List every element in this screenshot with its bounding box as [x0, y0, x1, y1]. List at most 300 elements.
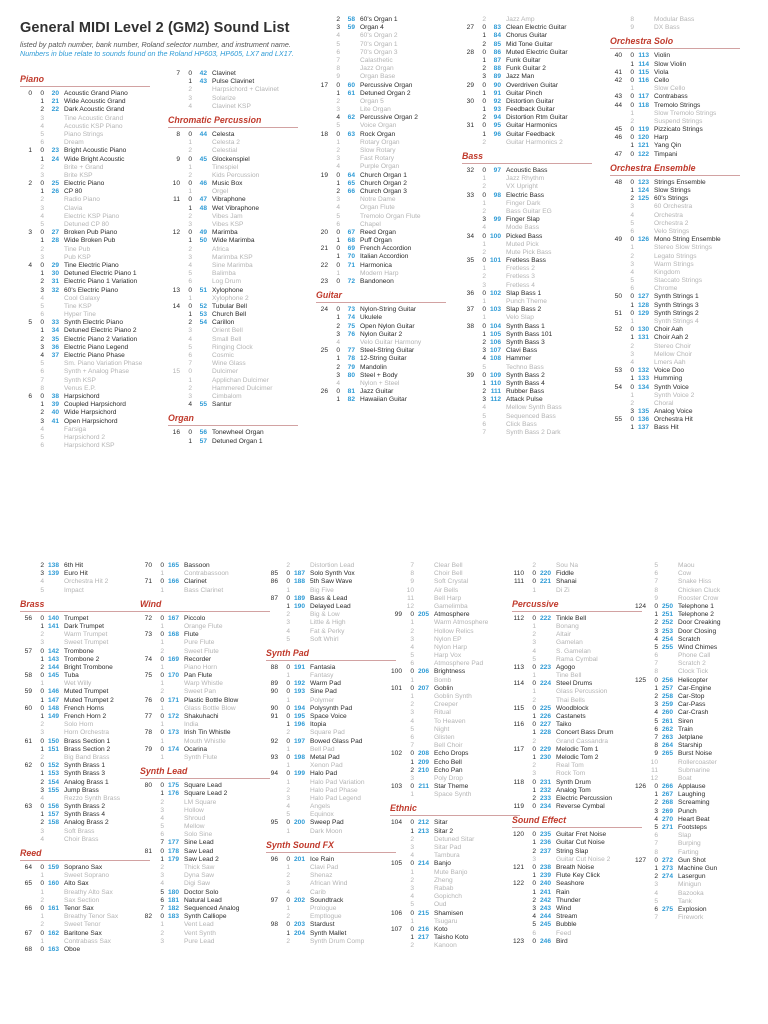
instrument-name: Burst Noise — [678, 750, 713, 758]
bank-number: 7 — [410, 742, 414, 750]
bank-number: 8 — [410, 570, 414, 578]
instrument-name: Telephone 2 — [678, 611, 714, 619]
instrument-name: Orchestra 2 — [654, 219, 689, 227]
list-item — [266, 930, 396, 938]
bank-number: 5 — [336, 40, 340, 48]
list-item — [610, 93, 740, 101]
list-item — [462, 183, 592, 191]
instrument-name: 60 Orchestra — [654, 203, 693, 211]
patch-number: 56 — [24, 614, 32, 622]
instrument-name: Vibes Jam — [212, 212, 243, 220]
instrument-name: Big Band Brass — [64, 753, 110, 761]
bank-number: 4 — [40, 294, 44, 302]
list-item — [610, 24, 740, 32]
selector-number: 245 — [539, 921, 551, 929]
instrument-name: Balimba — [212, 270, 236, 278]
selector-number: 68 — [347, 237, 355, 245]
patch-number: 90 — [270, 704, 278, 712]
list-item — [316, 380, 446, 388]
bank-number: 1 — [160, 737, 164, 745]
list-item — [140, 615, 270, 623]
bank-number: 1 — [286, 778, 290, 786]
list-item — [512, 615, 642, 623]
bank-number: 3 — [630, 408, 634, 416]
list-item — [20, 139, 150, 147]
instrument-name: Cosmic — [212, 352, 234, 359]
bank-number: 1 — [160, 622, 164, 630]
patch-number: 3 — [28, 229, 32, 237]
bank-number: 10 — [406, 586, 414, 594]
selector-number: 43 — [199, 78, 207, 86]
instrument-name: Modular Bass — [654, 16, 695, 23]
selector-number: 204 — [293, 929, 305, 937]
bank-number: 7 — [654, 578, 658, 586]
list-item — [20, 713, 150, 721]
list-item — [20, 327, 150, 335]
instrument-name: Rollercoaster — [678, 758, 717, 766]
instrument-name: Tank — [678, 897, 692, 905]
selector-number: 144 — [47, 663, 59, 671]
instrument-name: Orient Bell — [212, 327, 243, 335]
bank-number: 5 — [40, 130, 44, 138]
list-item — [634, 693, 764, 701]
selector-number: 255 — [661, 643, 673, 651]
patch-number: 24 — [320, 306, 328, 314]
bank-number: 0 — [482, 191, 486, 199]
instrument-name: Church Organ 3 — [360, 187, 407, 195]
bank-number: 1 — [482, 314, 486, 322]
bank-number: 4 — [188, 401, 192, 409]
bank-number: 0 — [160, 578, 164, 586]
bank-number: 9 — [336, 73, 340, 81]
bank-number: 0 — [532, 864, 536, 871]
bank-number: 5 — [410, 901, 414, 909]
list-item — [390, 677, 520, 685]
bank-number: 1 — [286, 904, 290, 912]
patch-number: 17 — [320, 81, 328, 89]
bank-number: 2 — [40, 631, 44, 639]
selector-number: 32 — [51, 286, 59, 294]
instrument-name: Rain — [556, 888, 570, 896]
instrument-name: Machine Gun — [678, 864, 718, 872]
bank-number: 2 — [410, 835, 414, 843]
selector-number: 50 — [199, 237, 207, 245]
selector-number: 94 — [493, 114, 501, 122]
instrument-name: Legato Strings — [654, 252, 697, 260]
bank-number: 0 — [336, 261, 340, 269]
bank-number: 0 — [40, 864, 44, 871]
instrument-name: 60's Organ 2 — [360, 32, 398, 40]
instrument-name: Brass Section 1 — [64, 737, 111, 745]
selector-number: 151 — [47, 745, 59, 753]
list-item — [512, 905, 642, 913]
instrument-name: Warp Whistle — [184, 680, 223, 688]
selector-number: 242 — [539, 896, 551, 904]
selector-number: 108 — [489, 355, 501, 363]
list-item — [20, 164, 150, 172]
bank-number: 0 — [532, 578, 536, 586]
instrument-name: Delayed Lead — [310, 602, 351, 610]
selector-number: 93 — [493, 106, 501, 114]
list-item — [512, 803, 642, 811]
bank-number: 1 — [630, 187, 634, 194]
instrument-name: Synth Strings 1 — [654, 293, 699, 301]
section-heading: Wind — [140, 595, 270, 612]
instrument-name: Punch Theme — [506, 298, 547, 305]
bank-number: 0 — [160, 847, 164, 855]
list-item — [462, 241, 592, 249]
selector-number: 100 — [489, 232, 501, 240]
selector-number: 209 — [417, 758, 429, 766]
bank-number: 0 — [630, 76, 634, 84]
list-item — [20, 336, 150, 344]
selector-number: 26 — [51, 188, 59, 196]
bank-number: 0 — [630, 383, 634, 391]
bank-number: 0 — [532, 704, 536, 712]
list-item — [316, 253, 446, 261]
selector-number: 157 — [47, 811, 59, 819]
bank-number: 1 — [532, 713, 536, 720]
selector-number: 105 — [489, 330, 501, 338]
patch-number: 34 — [466, 232, 474, 240]
instrument-name: 6th Hit — [64, 562, 84, 569]
instrument-name: Wide Acoustic Grand — [64, 98, 126, 106]
list-item — [512, 721, 642, 729]
bank-number: 5 — [40, 221, 44, 228]
list-item — [634, 578, 764, 586]
instrument-name: Warm Strings — [654, 260, 694, 268]
bank-number: 0 — [188, 196, 192, 204]
selector-number: 207 — [417, 684, 429, 692]
list-item — [634, 865, 764, 873]
bank-number: 0 — [482, 232, 486, 240]
bank-number: 3 — [532, 639, 536, 647]
list-item — [634, 881, 764, 889]
instrument-name: Synth Bass 101 — [506, 330, 553, 338]
instrument-name: Detuned Sitar — [434, 835, 475, 843]
instrument-name: Chapel — [360, 220, 381, 228]
list-item — [512, 738, 642, 746]
list-item — [20, 921, 150, 929]
list-item — [634, 898, 764, 906]
list-item — [20, 196, 150, 204]
bank-number: 0 — [160, 913, 164, 921]
instrument-name: Chicken Cluck — [678, 586, 721, 594]
instrument-name: Thick Saw — [184, 864, 215, 871]
bank-number: 5 — [482, 363, 486, 371]
selector-number: 99 — [493, 216, 501, 224]
instrument-name: Velo Guitar Harmony — [360, 338, 422, 346]
list-item — [512, 623, 642, 631]
instrument-name: Seashore — [556, 880, 585, 888]
instrument-name: Mellow Choir — [654, 350, 693, 358]
selector-number: 149 — [47, 713, 59, 720]
instrument-name: Slap Bass 2 — [506, 306, 542, 314]
bank-number: 1 — [532, 622, 536, 630]
list-item — [462, 265, 592, 273]
instrument-name: Punch — [678, 807, 697, 815]
patch-number: 41 — [614, 68, 622, 76]
list-item — [316, 323, 446, 331]
page-title: General MIDI Level 2 (GM2) Sound List — [20, 20, 290, 36]
instrument-name: Gamelan — [556, 639, 583, 647]
list-column — [462, 16, 592, 437]
selector-number: 169 — [167, 655, 179, 663]
list-item — [266, 721, 396, 729]
instrument-name: Soft Crystal — [434, 578, 469, 586]
list-item — [610, 400, 740, 408]
list-item — [512, 770, 642, 778]
list-item — [316, 204, 446, 212]
selector-number: 216 — [417, 925, 429, 933]
bank-number: 8 — [654, 848, 658, 856]
bank-number: 1 — [482, 89, 486, 97]
list-item — [140, 864, 270, 872]
instrument-name: Taiko — [556, 721, 572, 729]
bank-number: 3 — [482, 73, 486, 81]
patch-number: 0 — [28, 90, 32, 97]
bank-number: 2 — [40, 163, 44, 171]
bank-number: 1 — [188, 437, 192, 445]
instrument-name: Ice Rain — [310, 855, 335, 863]
instrument-name: Agogo — [556, 663, 576, 671]
list-item — [168, 368, 298, 376]
bank-number: 0 — [654, 676, 658, 684]
list-item — [634, 849, 764, 857]
instrument-name: Synth Flute — [184, 753, 218, 761]
bank-number: 0 — [40, 147, 44, 155]
bank-number: 5 — [654, 824, 658, 831]
instrument-name: Night — [434, 725, 450, 733]
selector-number: 107 — [489, 347, 501, 355]
selector-number: 188 — [293, 578, 305, 586]
instrument-name: Muted Pick — [506, 240, 539, 248]
patch-number: 32 — [466, 167, 474, 174]
list-item — [462, 82, 592, 90]
list-item — [634, 799, 764, 807]
patch-number: 57 — [24, 647, 32, 655]
instrument-name: Bonang — [556, 622, 579, 630]
selector-number: 53 — [199, 311, 207, 319]
selector-number: 182 — [167, 904, 179, 912]
instrument-name: Organ Base — [360, 73, 396, 81]
section-heading: Guitar — [316, 286, 446, 303]
bank-number: 1 — [630, 391, 634, 399]
instrument-name: Funk Guitar — [506, 56, 541, 64]
instrument-name: Modern Harp — [360, 269, 399, 277]
selector-number: 190 — [293, 602, 305, 610]
list-item — [512, 705, 642, 713]
list-item — [140, 889, 270, 897]
selector-number: 119 — [638, 126, 649, 134]
bank-number: 4 — [40, 425, 44, 433]
instrument-name: Music Box — [212, 180, 243, 188]
list-item — [20, 442, 150, 450]
bank-number: 1 — [630, 109, 634, 117]
selector-number: 192 — [293, 680, 305, 688]
instrument-name: Big & Low — [310, 611, 340, 619]
list-item — [266, 611, 396, 619]
instrument-name: Clear Bell — [434, 562, 463, 569]
bank-number: 0 — [410, 668, 414, 676]
list-item — [140, 848, 270, 856]
bank-number: 0 — [188, 229, 192, 237]
bank-number: 7 — [40, 376, 44, 384]
list-item — [20, 278, 150, 286]
bank-number: 4 — [630, 268, 634, 276]
instrument-name: Gamelimba — [434, 602, 468, 610]
bank-number: 4 — [482, 404, 486, 412]
instrument-name: Sweet Flute — [184, 647, 219, 655]
instrument-name: Applause — [678, 783, 706, 791]
list-item — [140, 856, 270, 864]
bank-number: 4 — [160, 814, 164, 822]
list-item — [512, 729, 642, 737]
bank-number: 1 — [286, 586, 290, 594]
instrument-name: Timpani — [654, 150, 678, 158]
list-item — [462, 98, 592, 106]
patch-number: 97 — [270, 896, 278, 904]
selector-number: 66 — [347, 187, 355, 195]
instrument-name: Jazz Amp — [506, 16, 535, 23]
bank-number: 0 — [286, 578, 290, 586]
selector-number: 205 — [417, 611, 429, 619]
bank-number: 3 — [160, 937, 164, 945]
bank-number: 2 — [160, 798, 164, 806]
bank-number: 1 — [654, 791, 658, 799]
bank-number: 3 — [188, 253, 192, 261]
selector-number: 59 — [347, 24, 355, 32]
instrument-name: Wind Chimes — [678, 643, 718, 651]
bank-number: 6 — [40, 139, 44, 147]
bank-number: 4 — [532, 647, 536, 655]
bank-number: 9 — [654, 594, 658, 602]
bank-number: 0 — [286, 713, 290, 720]
list-item — [634, 701, 764, 709]
instrument-name: Soft Whirl — [310, 635, 339, 643]
list-item — [462, 413, 592, 421]
list-item — [20, 147, 150, 155]
bank-number: 1 — [532, 753, 536, 761]
bank-number: 1 — [410, 934, 414, 942]
bank-number: 4 — [40, 352, 44, 359]
patch-number: 66 — [24, 904, 32, 912]
selector-number: 246 — [539, 937, 551, 945]
instrument-name: Sou Na — [556, 562, 578, 569]
patch-number: 120 — [512, 831, 524, 839]
instrument-name: Echo Drops — [434, 750, 469, 758]
bank-number: 1 — [40, 872, 44, 880]
instrument-name: Hammered Dulcimer — [212, 384, 273, 392]
instrument-name: Breathy Tenor Sax — [64, 913, 119, 921]
instrument-name: Feed — [556, 929, 572, 937]
instrument-name: Feedback Guitar — [506, 106, 555, 114]
list-item — [462, 249, 592, 257]
patch-number: 63 — [24, 803, 32, 811]
list-column — [168, 70, 298, 446]
patch-number: 2 — [28, 180, 32, 188]
selector-number: 174 — [167, 745, 179, 753]
selector-number: 239 — [539, 872, 551, 880]
list-item — [266, 913, 396, 921]
selector-number: 261 — [661, 717, 673, 725]
list-item — [20, 880, 150, 888]
list-item — [462, 32, 592, 40]
instrument-name: Sequenced Bass — [506, 412, 556, 420]
instrument-name: Dream — [64, 139, 84, 147]
patch-number: 10 — [172, 180, 180, 188]
selector-number: 29 — [51, 261, 59, 269]
list-item — [634, 816, 764, 824]
bank-number: 0 — [188, 429, 192, 437]
bank-number: 2 — [482, 40, 486, 48]
instrument-name: Pure Flute — [184, 639, 215, 647]
selector-number: 104 — [489, 322, 501, 330]
bank-number: 1 — [286, 602, 290, 610]
instrument-name: Staccato Strings — [654, 277, 703, 285]
instrument-name: Harpsichord KSP — [64, 442, 115, 450]
list-item — [140, 921, 270, 929]
list-item — [168, 172, 298, 180]
bank-number: 5 — [654, 643, 658, 651]
selector-number: 65 — [347, 179, 355, 187]
bank-number: 6 — [654, 905, 658, 913]
bank-number: 3 — [336, 371, 340, 379]
patch-number: 62 — [24, 762, 32, 770]
bank-number: 2 — [336, 363, 340, 371]
selector-number: 236 — [539, 839, 551, 847]
instrument-name: Metal Pad — [310, 753, 340, 761]
bank-number: 1 — [336, 355, 340, 363]
list-item — [610, 52, 740, 60]
selector-number: 241 — [539, 888, 551, 896]
bank-number: 1 — [286, 864, 290, 871]
list-item — [390, 619, 520, 627]
list-item — [266, 664, 396, 672]
instrument-name: Piano Strings — [64, 130, 104, 138]
list-item — [20, 721, 150, 729]
selector-number: 34 — [51, 327, 59, 335]
list-item — [316, 331, 446, 339]
list-item — [168, 196, 298, 204]
instrument-name: Plastic Bottle Blow — [184, 696, 239, 704]
list-item — [20, 409, 150, 417]
selector-number: 82 — [347, 396, 355, 404]
section-heading: Ethnic — [390, 799, 520, 816]
selector-number: 85 — [493, 40, 501, 48]
list-item — [462, 339, 592, 347]
list-item — [266, 905, 396, 913]
bank-number: 2 — [286, 562, 290, 569]
selector-number: 120 — [637, 134, 649, 142]
bank-number: 2 — [410, 876, 414, 884]
patch-number: 123 — [512, 937, 524, 945]
bank-number: 4 — [654, 889, 658, 897]
instrument-name: Rubber Bass — [506, 388, 545, 396]
instrument-name: Atmosphere — [434, 611, 470, 619]
list-item — [140, 807, 270, 815]
selector-number: 258 — [661, 693, 673, 700]
instrument-name: Sm. Piano Variation Phase — [64, 360, 143, 368]
bank-number: 3 — [336, 155, 340, 163]
selector-number: 47 — [199, 196, 207, 204]
list-item — [462, 429, 592, 437]
bank-number: 4 — [410, 852, 414, 860]
selector-number: 153 — [47, 770, 59, 778]
instrument-name: Tine Acoustic Grand — [64, 114, 124, 122]
instrument-name: Kanoon — [434, 942, 457, 950]
bank-number: 0 — [532, 831, 536, 839]
